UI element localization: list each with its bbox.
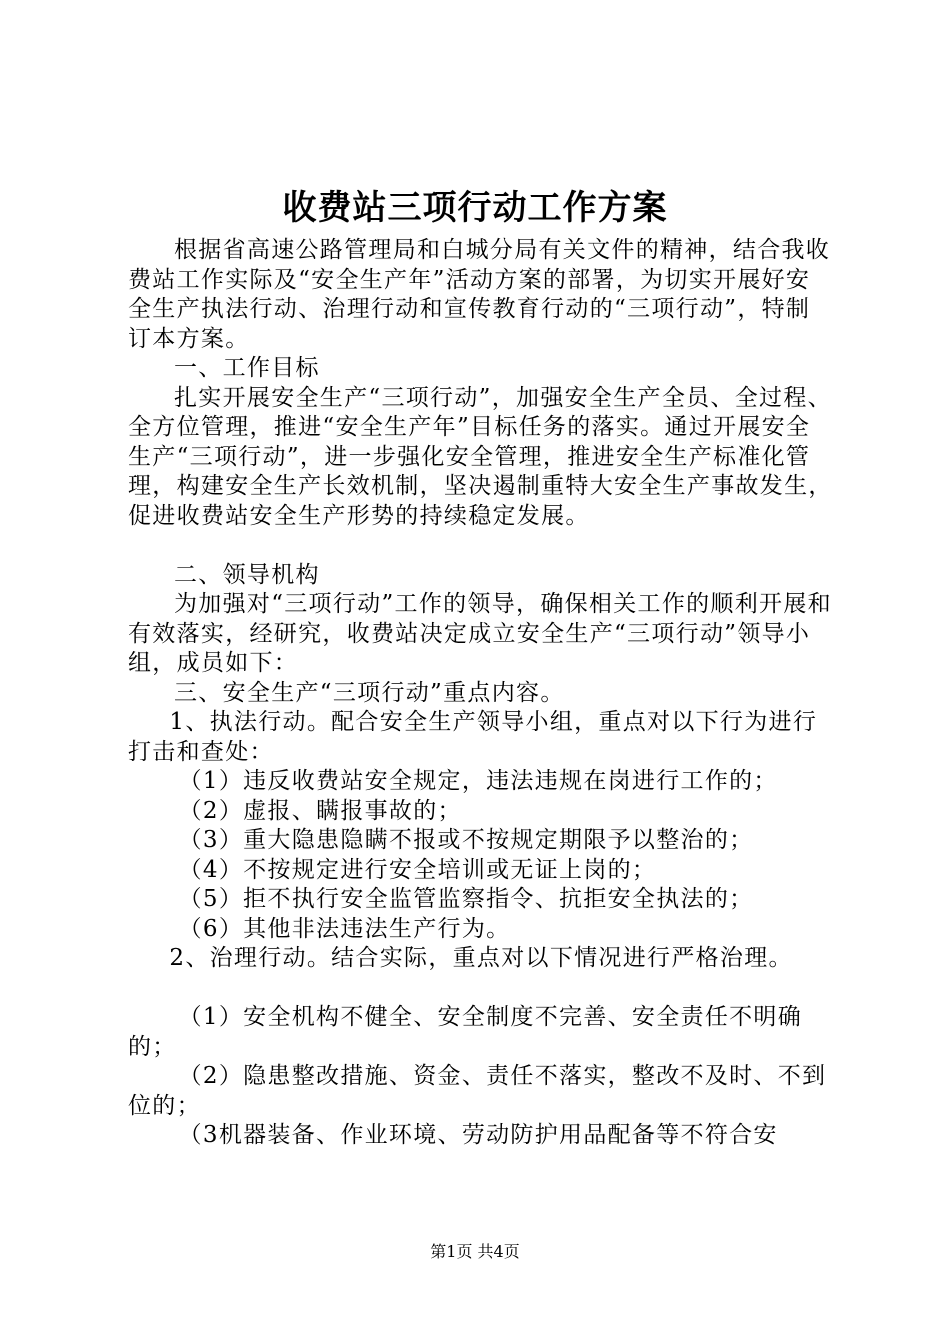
goal-paragraph: 扎实开展安全生产“三项行动”，加强安全生产全员、全过程、全方位管理，推进“安全生产年”目标任务的落实。通过开展安全生产“三项行动”，进一步强化安全管理，推进安全生产标准化管理，构建安全生产长效机制，坚决遏制重特大安全生产事故发生，促进收费站安全生产形势的持续稳定发展。	[128, 384, 833, 529]
section-heading-goal: 一、工作目标	[174, 355, 320, 381]
list-item: （2）虚报、瞒报事故的；	[178, 797, 462, 824]
blank-line	[128, 531, 833, 561]
list-item: （3）重大隐患隐瞒不报或不按规定期限予以整治的；	[178, 827, 754, 853]
list-item: （1）安全机构不健全、安全制度不完善、安全责任不明确的；	[128, 1004, 803, 1060]
list-item: （6）其他非法违法生产行为。	[178, 915, 511, 942]
blank-line	[128, 974, 833, 1004]
list-item: （4）不按规定进行安全培训或无证上岗的；	[178, 856, 657, 883]
governance-action-paragraph: 2、治理行动。结合实际，重点对以下情况进行严格治理。	[169, 945, 793, 971]
enforcement-action-paragraph: 1、执法行动。配合安全生产领导小组，重点对以下行为进行打击和查处：	[128, 709, 818, 765]
list-item: （3机器装备、作业环境、劳动防护用品配备等不符合安	[178, 1122, 778, 1148]
page-footer: 第1页 共4页	[430, 1242, 520, 1261]
section-heading-key-content: 三、安全生产“三项行动”重点内容。	[174, 679, 565, 706]
section-heading-leadership: 二、领导机构	[174, 561, 320, 588]
leadership-paragraph: 为加强对“三项行动”工作的领导，确保相关工作的顺利开展和有效落实，经研究，收费站决定成立安全生产“三项行动”领导小组，成员如下：	[128, 591, 832, 676]
list-item: （1）违反收费站安全规定，违法违规在岗进行工作的；	[178, 768, 778, 794]
document-title: 收费站三项行动工作方案	[282, 188, 668, 228]
document-body	[128, 236, 833, 1151]
intro-paragraph: 根据省高速公路管理局和白城分局有关文件的精神，结合我收费站工作实际及“安全生产年”活动方案的部署，为切实开展好安全生产执法行动、治理行动和宣传教育行动的“三项行动”，特制订本方案。	[128, 237, 831, 352]
list-item: （5）拒不执行安全监管监察指令、抗拒安全执法的；	[178, 886, 754, 912]
list-item: （2）隐患整改措施、资金、责任不落实，整改不及时、不到位的；	[128, 1063, 827, 1119]
